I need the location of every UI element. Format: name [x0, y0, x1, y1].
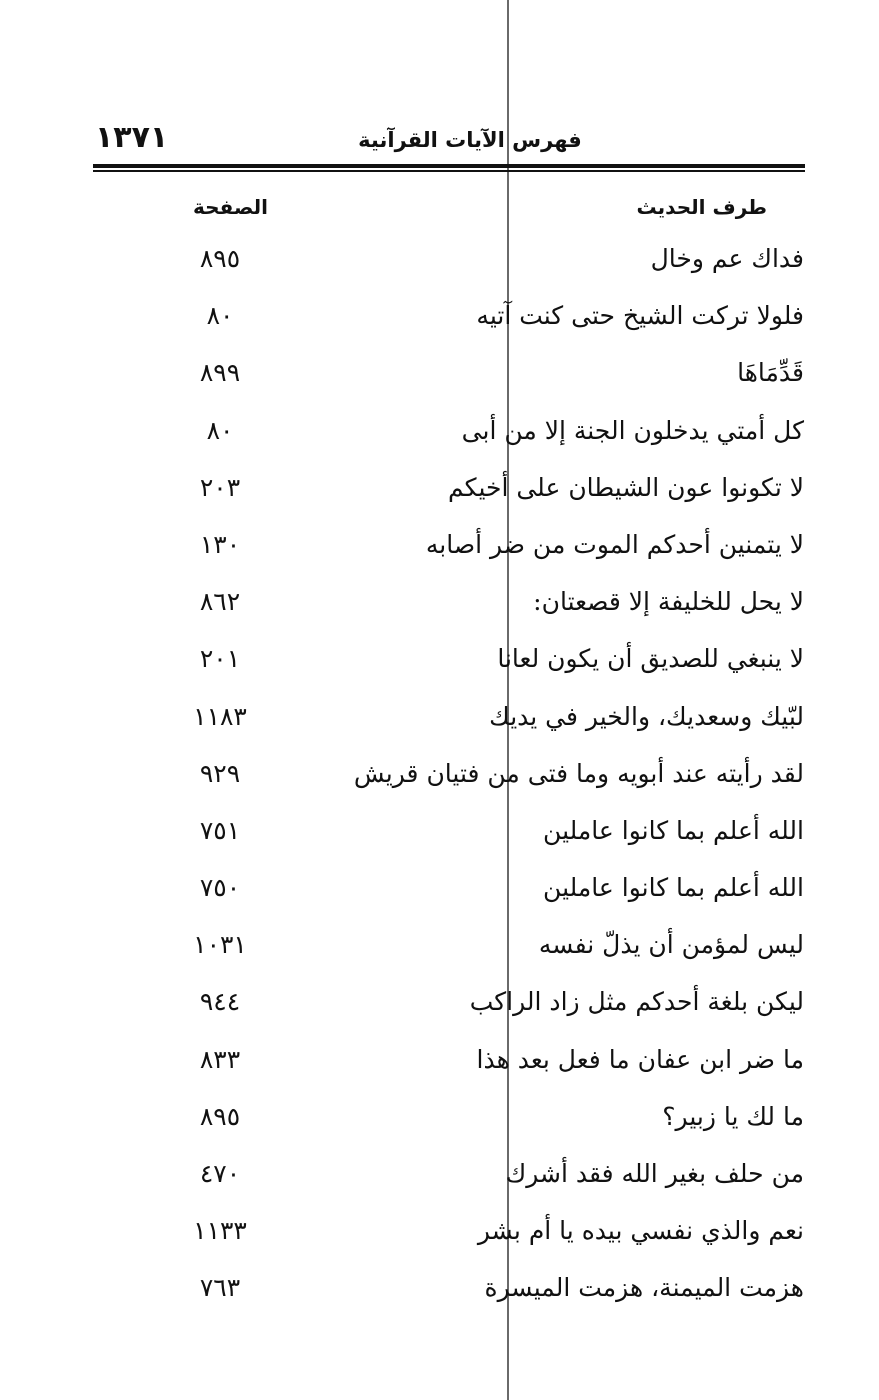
column-header-hadith: طرف الحديث [636, 195, 767, 219]
running-title: فهرس الآيات القرآنية [358, 128, 582, 152]
header-rule-thin [93, 170, 805, 172]
page-ref: ٨٩٥ [199, 244, 241, 273]
hadith-text: من حلف بغير الله فقد أشرك [505, 1159, 804, 1188]
index-entry [0, 745, 879, 802]
index-entry [0, 1145, 879, 1202]
index-entry [0, 516, 879, 573]
column-header-page: الصفحة [193, 195, 269, 219]
page-ref: ١١٨٣ [193, 701, 247, 731]
index-entry [0, 973, 879, 1030]
index-entry [0, 230, 879, 287]
hadith-text: لا يتمنين أحدكم الموت من ضر أصابه [425, 529, 804, 559]
page-ref: ٢٠١ [199, 644, 241, 674]
index-entries [0, 230, 879, 1317]
page-ref: ٧٥٠ [199, 873, 241, 903]
page-ref: ٧٥١ [199, 815, 241, 845]
header-rule-thick [93, 164, 805, 168]
index-entry [0, 802, 879, 859]
hadith-text: نعم والذي نفسي بيده يا أم بشر [477, 1216, 804, 1246]
hadith-text: كل أمتي يدخلون الجنة إلا من أبى [461, 415, 804, 445]
hadith-text: لبّيك وسعديك، والخير في يديك [489, 701, 804, 731]
hadith-text: قَدِّمَاهَا [737, 358, 804, 388]
page-ref: ٨٩٩ [199, 358, 241, 388]
index-entry [0, 1088, 879, 1145]
page-ref: ٨٠ [206, 301, 234, 331]
page-ref: ٨٠ [206, 415, 234, 445]
index-entry [0, 1202, 879, 1259]
hadith-text: لا ينبغي للصديق أن يكون لعانا [497, 644, 804, 674]
page-ref: ٩٢٩ [199, 758, 241, 788]
hadith-text: ما ضر ابن عفان ما فعل بعد هذا [476, 1044, 804, 1074]
hadith-text: ما لك يا زبير؟ [662, 1101, 804, 1131]
page-ref: ٩٤٤ [199, 987, 241, 1017]
index-entry [0, 344, 879, 401]
page-number: ١٣٧١ [95, 120, 169, 155]
hadith-text: ليكن بلغة أحدكم مثل زاد الراكب [469, 987, 804, 1017]
index-entry [0, 573, 879, 630]
hadith-text: الله أعلم بما كانوا عاملين [543, 873, 804, 903]
page-ref: ٢٠٣ [199, 472, 241, 502]
index-entry [0, 287, 879, 344]
index-entry [0, 1031, 879, 1088]
hadith-text: فداك عم وخال [650, 244, 804, 273]
page-ref: ٨٣٣ [199, 1044, 241, 1074]
hadith-text: لا تكونوا عون الشيطان على أخيكم [448, 472, 804, 502]
hadith-text: فلولا تركت الشيخ حتى كنت آتيه [476, 301, 804, 331]
hadith-text: هزمت الميمنة، هزمت الميسرة [484, 1273, 804, 1303]
hadith-text: لقد رأيته عند أبويه وما فتى من فتيان قريش [353, 758, 804, 788]
page-ref: ٤٧٠ [199, 1159, 241, 1188]
page-ref: ١٠٣١ [193, 930, 247, 960]
hadith-text: ليس لمؤمن أن يذلّ نفسه [538, 930, 804, 960]
index-entry [0, 459, 879, 516]
page-ref: ١٣٠ [199, 529, 241, 559]
index-entry [0, 402, 879, 459]
index-entry [0, 688, 879, 745]
hadith-text: لا يحل للخليفة إلا قصعتان: [533, 587, 804, 617]
page-ref: ٧٦٣ [199, 1273, 241, 1303]
page-ref: ٨٩٥ [199, 1101, 241, 1131]
index-entry [0, 859, 879, 916]
index-entry [0, 630, 879, 687]
index-entry [0, 916, 879, 973]
page-header [95, 118, 805, 162]
page-ref: ٨٦٢ [199, 587, 241, 617]
index-entry [0, 1259, 879, 1316]
hadith-text: الله أعلم بما كانوا عاملين [543, 815, 804, 845]
page-ref: ١١٣٣ [193, 1216, 247, 1246]
